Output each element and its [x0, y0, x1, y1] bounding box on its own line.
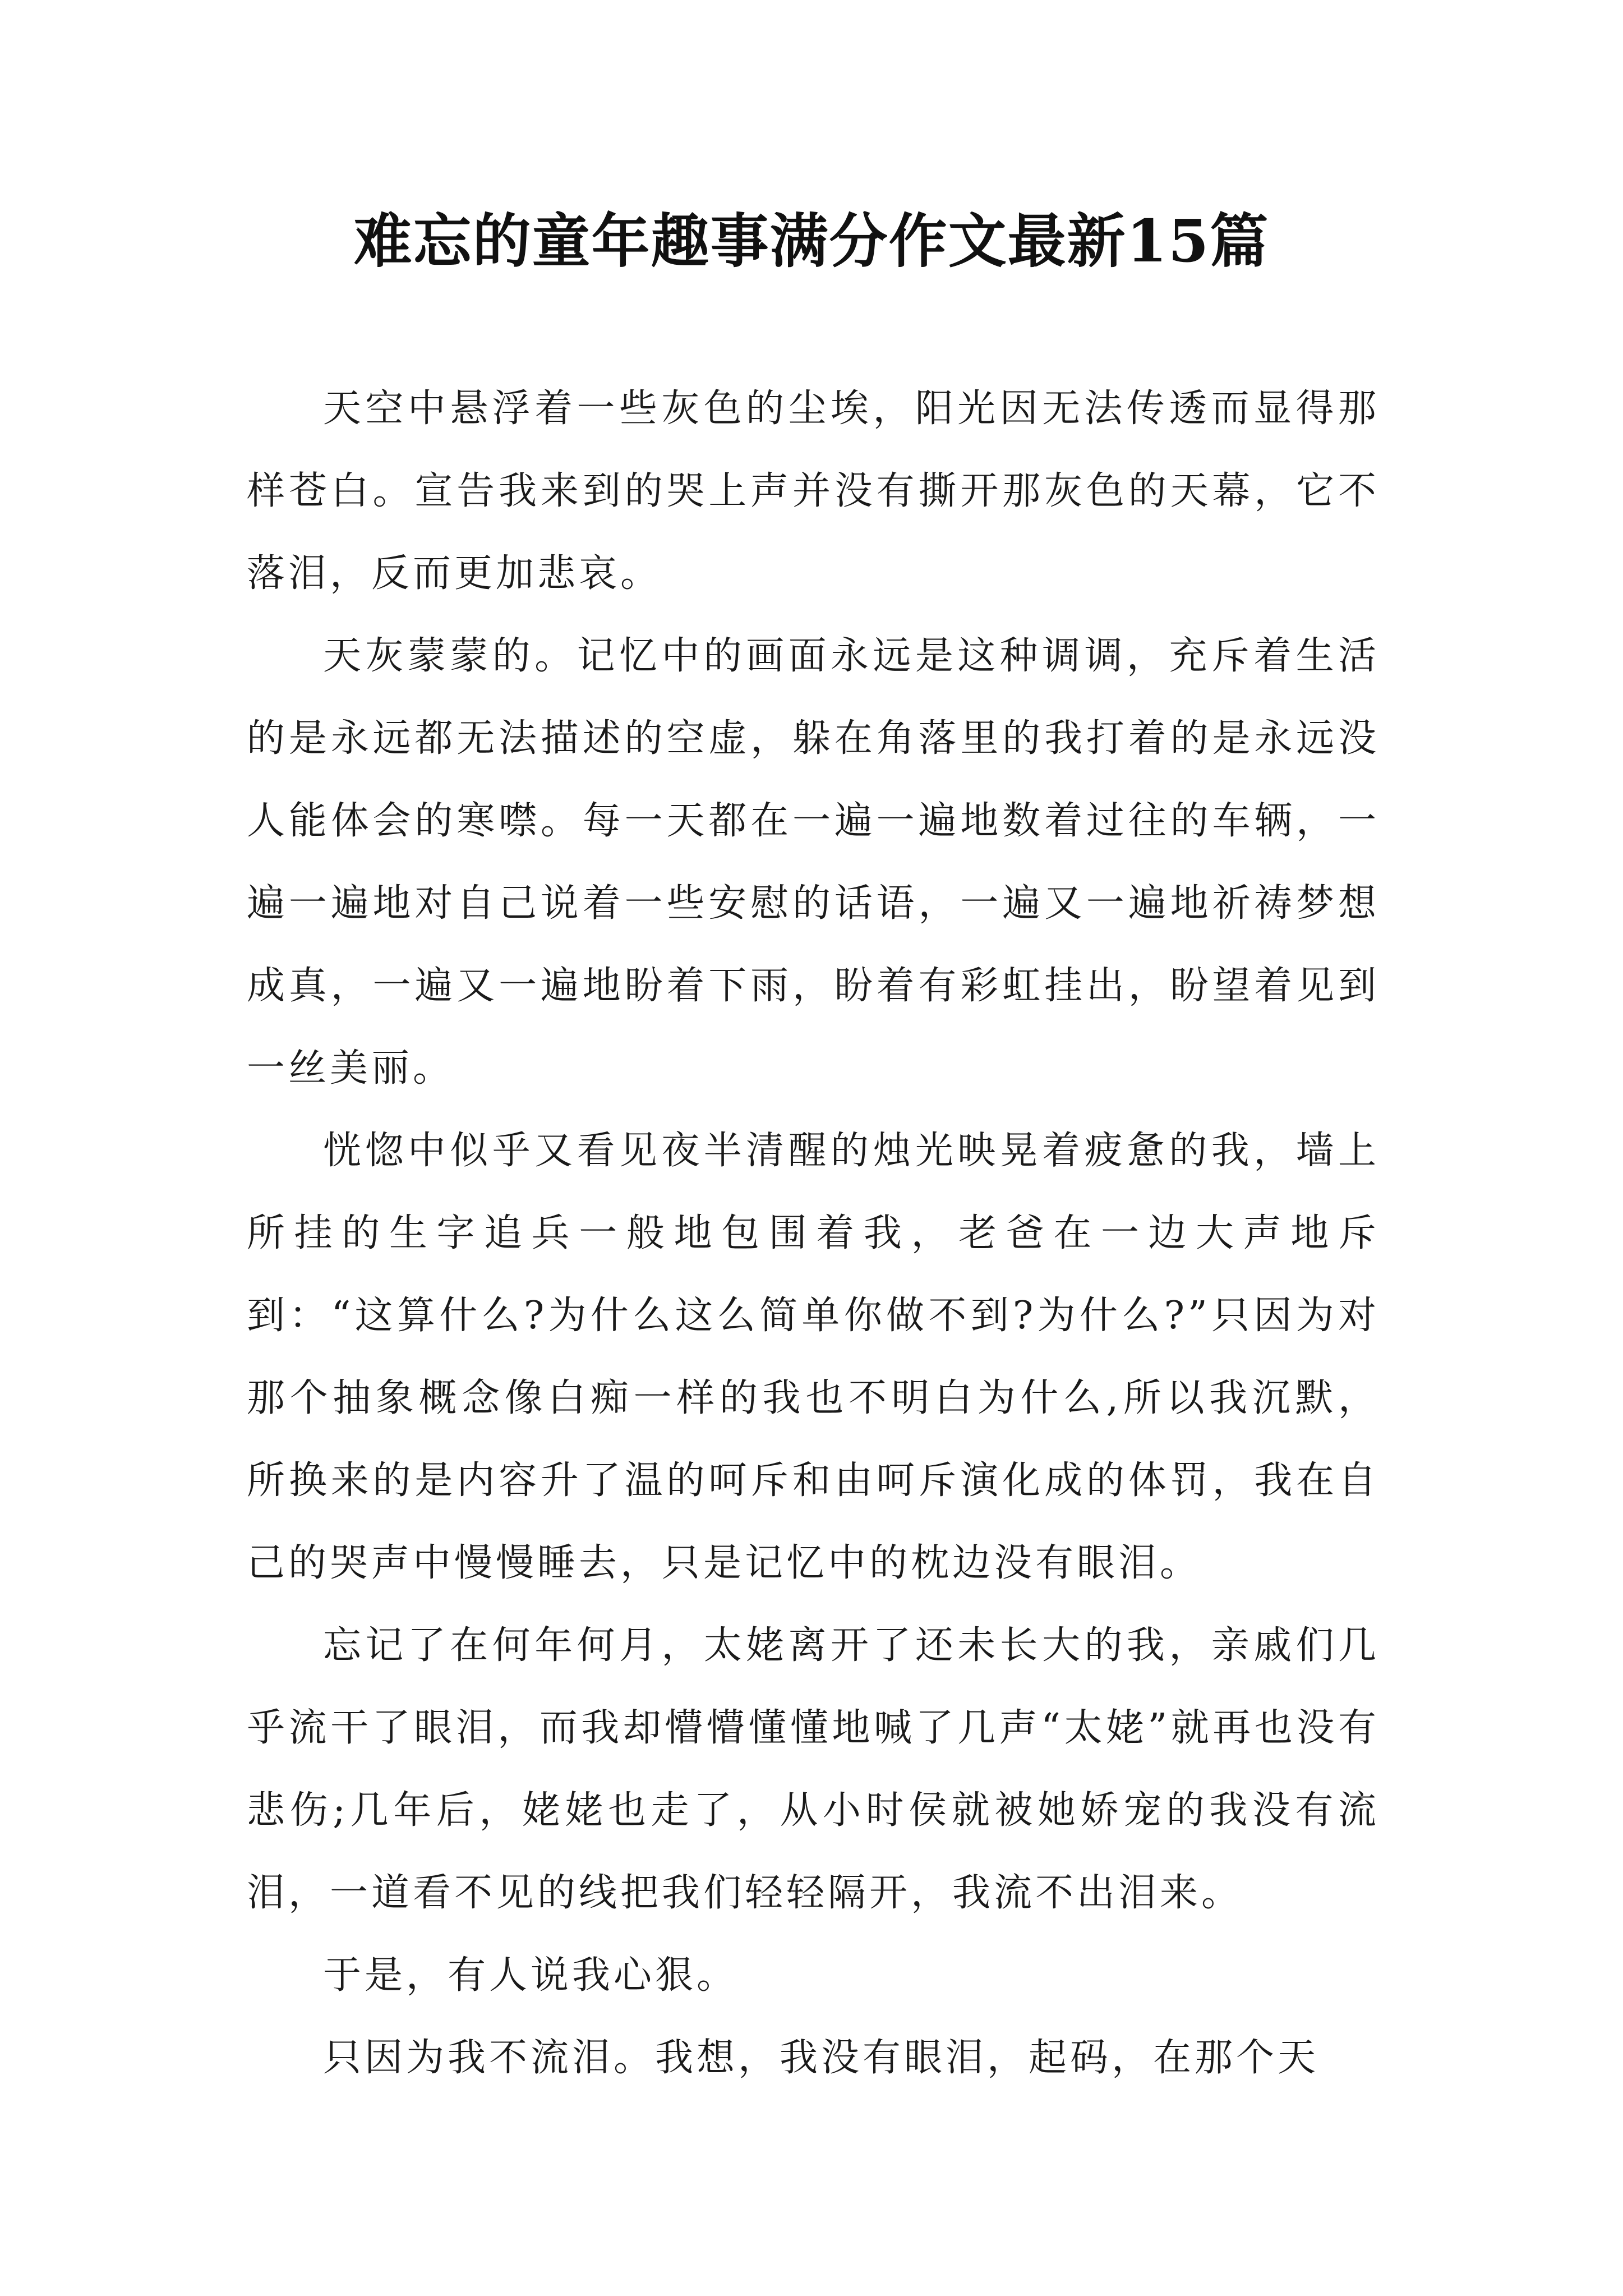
- document-body: [247, 367, 1380, 2099]
- paragraph: 恍惚中似乎又看见夜半清醒的烛光映晃着疲惫的我，墙上所挂的生字追兵一般地包围着我，老爸在一边大声地斥到：“这算什么?为什么这么简单你做不到?为什么?”只因为对那个抽象概念像白痴一样的我也不明白为什么,所以我沉默，所换来的是内容升了温的呵斥和由呵斥演化成的体罚，我在自己的哭声中慢慢睡去，只是记忆中的枕边没有眼泪。: [247, 1129, 1380, 1585]
- paragraph: 只因为我不流泪。我想，我没有眼泪，起码，在那个天: [323, 2036, 1320, 2080]
- document-title: 难忘的童年趣事满分作文最新15篇: [353, 206, 1270, 275]
- paragraph: 忘记了在何年何月，太姥离开了还未长大的我，亲戚们几乎流干了眼泪，而我却懵懵懂懂地喊了几声“太姥”就再也没有悲伤;几年后，姥姥也走了，从小时侯就被她娇宠的我没有流泪，一道看不见的线把我们轻轻隔开，我流不出泪来。: [247, 1623, 1380, 1915]
- paragraph: 于是，有人说我心狠。: [323, 1953, 739, 1998]
- paragraph: 天灰蒙蒙的。记忆中的画面永远是这种调调，充斥着生活的是永远都无法描述的空虚，躲在角落里的我打着的是永远没人能体会的寒噤。每一天都在一遍一遍地数着过往的车辆，一遍一遍地对自己说着一些安慰的话语，一遍又一遍地祈祷梦想成真，一遍又一遍地盼着下雨，盼着有彩虹挂出，盼望着见到一丝美丽。: [247, 634, 1380, 1091]
- paragraph: 天空中悬浮着一些灰色的尘埃，阳光因无法传透而显得那样苍白。宣告我来到的哭上声并没有撕开那灰色的天幕，它不落泪，反而更加悲哀。: [247, 386, 1380, 596]
